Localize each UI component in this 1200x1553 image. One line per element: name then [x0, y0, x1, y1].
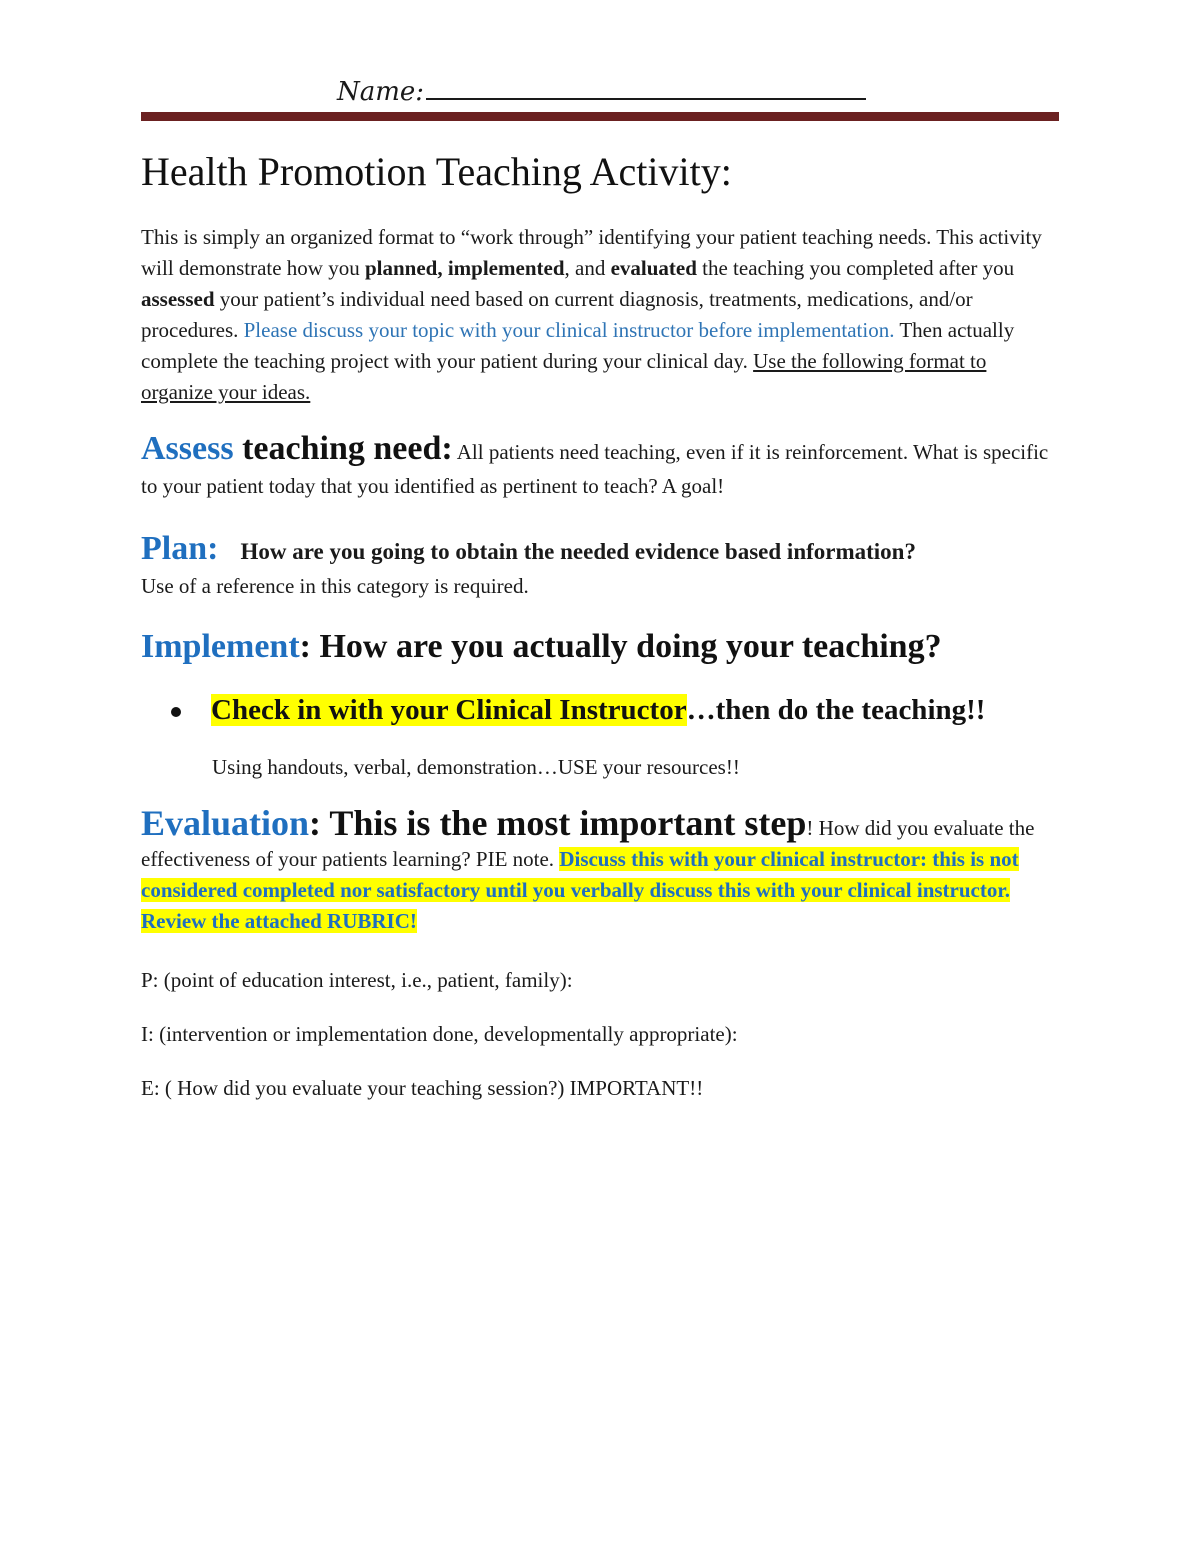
plan-text: Use of a reference in this category is required. — [141, 574, 529, 598]
implement-bullet — [171, 694, 1059, 727]
assess-heading-blue: Assess — [141, 430, 234, 467]
evaluation-heading-blue: Evaluation — [141, 803, 310, 843]
evaluation-heading-dark: : This is the most important step — [309, 803, 807, 843]
implement-section — [141, 628, 1059, 666]
intro-text-3: your patient’s individual need based on current diagnosis, treatments, medications, and/or procedures. — [141, 287, 973, 342]
plan-heading: Plan: — [141, 530, 219, 567]
name-field-row — [337, 72, 866, 107]
plan-section — [141, 532, 1059, 603]
bullet-icon — [171, 707, 181, 717]
intro-planned: planned — [364, 256, 438, 280]
bullet-ellipsis: … — [686, 694, 716, 726]
plan-question: How are you going to obtain the needed evidence based information? — [240, 539, 916, 564]
bullet-highlight-text: Check in with your Clinical Instructor — [211, 694, 687, 726]
bullet-rest-text: do the teaching!! — [770, 694, 986, 726]
evaluation-section — [141, 803, 1059, 937]
intro-blue-instruction: Please discuss your topic with your clinical instructor before implementation. — [243, 318, 895, 342]
name-label: Name: — [337, 77, 425, 107]
assess-heading-dark: teaching need: — [233, 430, 453, 467]
name-blank-line[interactable] — [426, 72, 866, 100]
intro-sep-1: , — [437, 256, 448, 280]
intro-sep-2: , and — [564, 256, 611, 280]
bullet-red-text: then — [715, 694, 771, 726]
intro-text-4: Then actually complete the teaching project with your patient during your clinical day. — [141, 318, 1015, 373]
evaluation-text: ! How did you evaluate the effectiveness of your patients learning? PIE note. — [141, 816, 1035, 871]
implement-heading-dark: : How are you actually doing your teaching? — [299, 628, 942, 665]
intro-assessed: assessed — [141, 287, 215, 311]
evaluation-highlight-text: Discuss this with your clinical instructor: this is not considered completed nor satisfactory until you verbally discuss this with your clinical instructor. Review the attached RUBRIC! — [141, 847, 1019, 933]
intro-text-1: This is simply an organized format to “work through” identifying your patient teaching needs. This activity will demonstrate how you — [141, 225, 1042, 280]
intro-implemented: implemented — [447, 256, 565, 280]
intro-underlined-instruction: Use the following format to organize your ideas. — [141, 349, 987, 404]
pie-line-p: P: (point of education interest, i.e., patient, family): — [141, 968, 573, 992]
assess-section — [141, 432, 1059, 503]
implement-sub-text: Using handouts, verbal, demonstration…USE your resources!! — [212, 755, 740, 779]
intro-paragraph — [141, 222, 1059, 408]
header-rule — [141, 112, 1059, 121]
page-title: Health Promotion Teaching Activity: — [141, 149, 732, 194]
pie-line-e: E: ( How did you evaluate your teaching session?) IMPORTANT!! — [141, 1076, 704, 1100]
intro-text-2: the teaching you completed after you — [696, 256, 1015, 280]
implement-heading-blue: Implement — [141, 628, 300, 665]
assess-text: All patients need teaching, even if it is reinforcement. What is specific to your patient today that you identified as pertinent to teach? A goal! — [141, 440, 1049, 498]
intro-evaluated: evaluated — [610, 256, 697, 280]
pie-line-i: I: (intervention or implementation done, developmentally appropriate): — [141, 1022, 738, 1046]
